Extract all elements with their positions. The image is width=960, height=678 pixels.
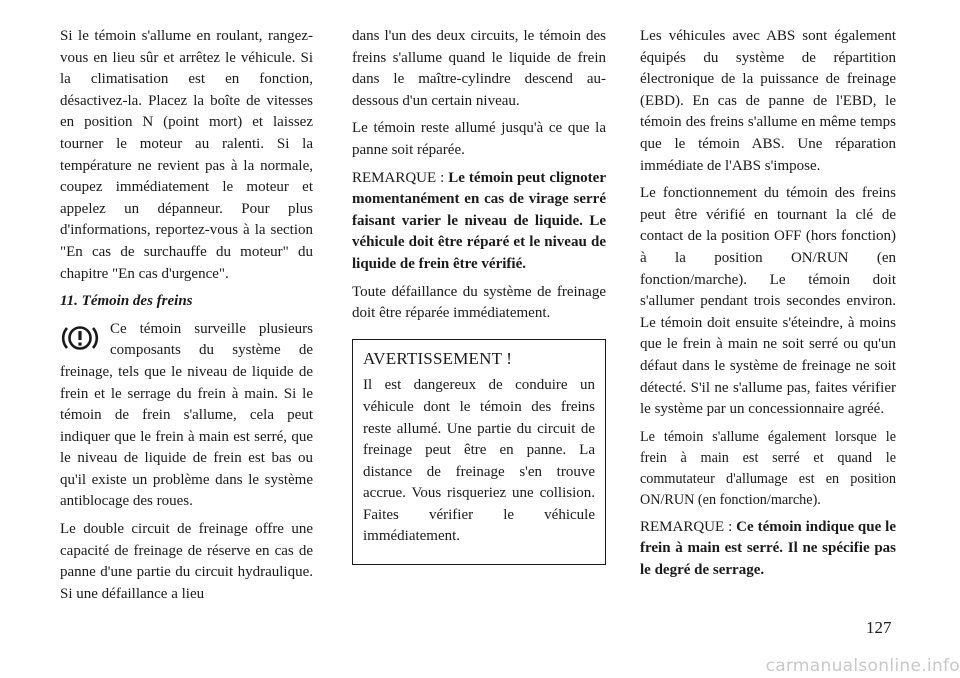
- brake-indicator-block: [60, 319, 313, 513]
- column-left: [60, 26, 313, 611]
- note-parking-brake: [640, 517, 896, 582]
- paragraph-brake-indicator: Ce témoin surveille plusieurs composants du système de freinage, tels que le niveau de liquide de frein et le serrage du frein à main. Si le témoin de frein s'allume, cela peut indiquer que le frein à main est serré, que le niveau de liquide de frein est bas ou qu'il existe un problème dans le système antiblocage des roues.: [60, 320, 313, 510]
- column-middle: [352, 26, 606, 565]
- paragraph-circuit-failure: dans l'un des deux circuits, le témoin des freins s'allume quand le liquide de frein dans le maître-cylindre descend au-dessous d'un certain niveau.: [352, 28, 606, 109]
- paragraph-dual-circuit: Le double circuit de freinage offre une capacité de freinage de réserve en cas de panne d'une partie du circuit hydraulique. Si une défaillance a lieu: [60, 521, 313, 602]
- page-number: 127: [866, 618, 892, 637]
- paragraph-light-stays-on: Le témoin reste allumé jusqu'à ce que la panne soit réparée.: [352, 120, 606, 158]
- paragraph-indicator-check: Le fonctionnement du témoin des freins peut être vérifié en tournant la clé de contact de la position OFF (hors fonction) à la position ON/RUN (en fonction/marche). Le témoin doit s'allumer pendant trois secondes environ. Le témoin doit ensuite s'éteindre, à moins que le frein à main ne soit serré ou qu'un défaut dans le système de freinage ne soit détecté. S'il ne s'allume pas, faites vérifier le système par un concessionnaire agréé.: [640, 185, 896, 418]
- note-text: Le témoin peut clignoter momentanément en cas de virage serré faisant varier le niveau de liquide. Le véhicule doit être réparé et le niveau de liquide de frein être vérifié.: [352, 169, 606, 272]
- watermark: carmanualsonline.info: [765, 656, 960, 676]
- note-label: REMARQUE :: [352, 169, 445, 186]
- paragraph-overheat: Si le témoin s'allume en roulant, rangez-vous en lieu sûr et arrêtez le véhicule. Si la climatisation est en fonction, désactivez-la. Placez la boîte de vitesses en position N (point mort) et laissez tourner le moteur au ralenti. Si la température ne revient pas à la normale, coupez immédiatement le moteur et appelez un dépanneur. Pour plus d'informations, reportez-vous à la section "En cas de surchauffe du moteur" du chapitre "En cas d'urgence".: [60, 28, 313, 282]
- section-title-brake-indicator: 11. Témoin des freins: [60, 293, 193, 310]
- note-text: Ce témoin indique que le frein à main est serré. Il ne spécifie pas le degré de serrage.: [640, 518, 896, 578]
- warning-title: AVERTISSEMENT !: [363, 348, 513, 368]
- paragraph-ebd: Les véhicules avec ABS sont également équipés du système de répartition électronique de la puissance de freinage (EBD). En cas de panne de l'EBD, le témoin des freins s'allume en même temps que le témoin ABS. Une réparation immédiate de l'ABS s'impose.: [640, 28, 896, 174]
- paragraph-parking-brake: Le témoin s'allume également lorsque le frein à main est serré et quand le commutateur d'allumage est en position ON/RUN (en fonction/marche).: [640, 428, 896, 508]
- paragraph-repair-immediately: Toute défaillance du système de freinage doit être réparée immédiatement.: [352, 283, 606, 322]
- column-right: [640, 26, 896, 587]
- note-flicker: [352, 168, 606, 276]
- warning-box: [352, 339, 606, 565]
- note-label: REMARQUE :: [640, 518, 733, 535]
- warning-text: Il est dangereux de conduire un véhicule dont le témoin des freins reste allumé. Une partie du circuit de freinage peut être en panne. La distance de freinage s'en trouve accrue. Vous risqueriez une collision. Faites vérifier le véhicule immédiatement.: [363, 377, 595, 545]
- brake-warning-icon: [60, 321, 100, 357]
